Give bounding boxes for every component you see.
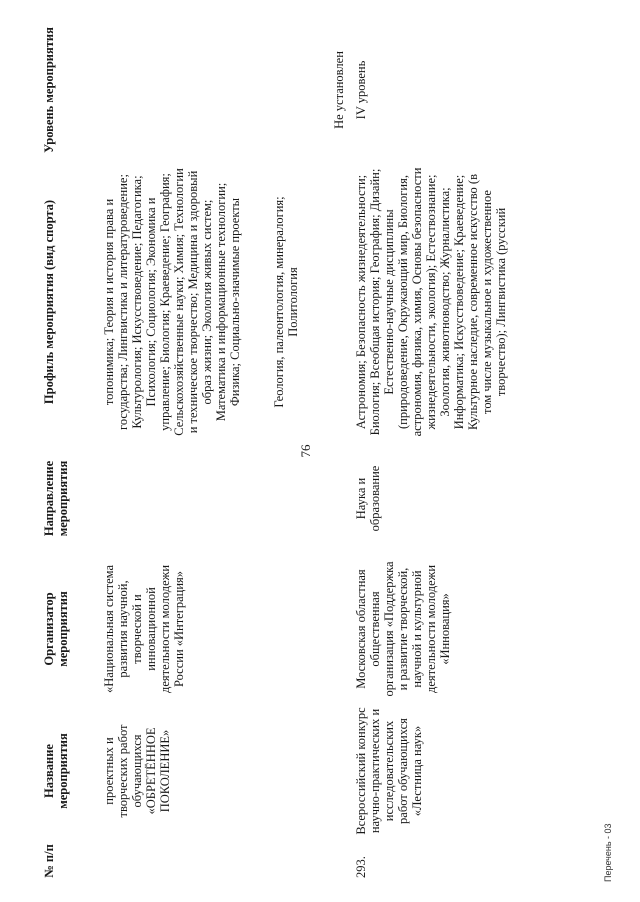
row-num [102, 840, 346, 882]
row-name: Всероссийский конкурс научно-практических и исследовательских работ обучающихся «Лестница наук» [354, 707, 424, 835]
row-profile: топонимика; Теория и история права и государства; Лингвистика и литературоведение; Культурология; Искусствоведение; Педагогика; Психология; Социология; Экономика и управление; Биология; Краеведение; География; Сельскохозяйственные науки; Химия; Технологии и техническое творчество; Медицина и здоровый образ жизни; Экология живых систем; Математика и информационные технологии; Физика; Социально-значимые проекты [102, 168, 242, 436]
header-organizer: Организатор мероприятия [42, 591, 70, 667]
row-name: проектных и творческих работ обучающихся «ОБРЕТЁННОЕ ПОКОЛЕНИЕ» [102, 724, 172, 818]
row-level: Не установлен [332, 51, 346, 129]
row-profile-extra: Геология, палеонтология, минералогия; Политология [272, 196, 300, 408]
footer-label: Перечень - 03 [603, 823, 613, 882]
table-header-row [42, 17, 102, 882]
table-row [346, 17, 508, 882]
row-num: 293. [354, 856, 368, 878]
row-profile-cell [102, 163, 346, 441]
page-number: 76 [298, 444, 313, 458]
events-table [42, 17, 508, 882]
row-direction [102, 441, 346, 556]
row-organizer: Московская областная общественная организация «Поддержка и развитие творческой, научной и культурной деятельности молодежи «Инновация» [354, 561, 452, 697]
header-direction: Направление мероприятия [42, 460, 70, 537]
header-num: № п/п [42, 844, 56, 878]
header-name: Название мероприятия [42, 733, 70, 809]
row-profile: Астрономия; Безопасность жизнедеятельности; Биология; Всеобщая история; География; Дизайн; Естественно-научные дисциплины (природоведение, Окружающий мир, Биология, астрономия, физика, химия, Основы безопасности жизнедеятельности, экология); Естествознание; Зоология, животноводство; Журналистика; Информатика; Искусствоведение; Краеведение; Культурное наследие, современное искусство (в том числе музыкальное и художественное творчество); Лингвистика (русский [354, 167, 508, 437]
table-row [102, 17, 346, 882]
row-direction: Наука и образование [354, 465, 382, 532]
header-level: Уровень мероприятия [42, 27, 56, 153]
header-profile: Профиль мероприятия (вид спорта) [42, 199, 56, 405]
row-level: IV уровень [354, 60, 368, 120]
row-organizer: «Национальная система развития научной, творческой и инновационной деятельности молодежи России «Интеграция» [102, 564, 186, 694]
